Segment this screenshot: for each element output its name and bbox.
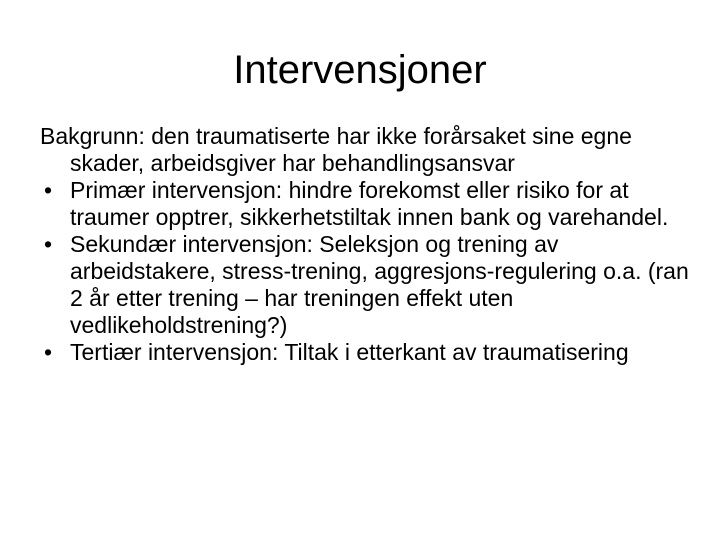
bullet-icon: • (44, 231, 53, 257)
bullet-text: Tertiær intervensjon: Tiltak i etterkant av traumatisering (70, 339, 629, 365)
slide-body (40, 123, 700, 366)
bullet-list (40, 177, 700, 366)
bullet-item-primary (40, 177, 700, 231)
intro-paragraph: Bakgrunn: den traumatiserte har ikke forårsaket sine egne skader, arbeidsgiver har behandlingsansvar (40, 123, 632, 176)
bullet-item-tertiary (40, 339, 700, 366)
bullet-icon: • (44, 177, 53, 203)
bullet-item-secondary (40, 231, 700, 339)
slide-title: Intervensjoner (233, 48, 487, 92)
bullet-text: Sekundær intervensjon: Seleksjon og trening av arbeidstakere, stress-trening, aggresjons-regulering o.a. (ran 2 år etter trening – har treningen effekt uten vedlikeholdstrening?) (70, 231, 689, 338)
bullet-icon: • (44, 339, 53, 365)
bullet-text: Primær intervensjon: hindre forekomst eller risiko for at traumer opptrer, sikkerhetstiltak innen bank og varehandel. (70, 177, 669, 230)
